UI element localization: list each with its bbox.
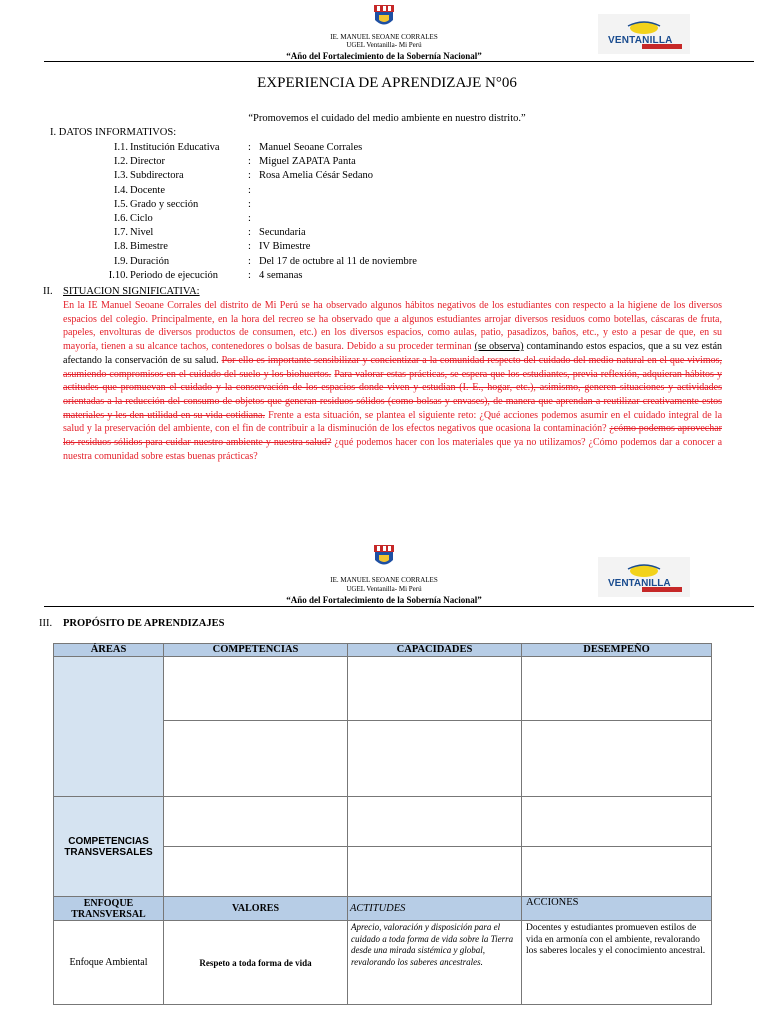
logo-text: VENTANILLA bbox=[608, 35, 673, 46]
info-row bbox=[96, 141, 363, 154]
acciones-header: ACCIONES bbox=[522, 897, 712, 921]
crest-shield-icon bbox=[373, 545, 395, 569]
info-colon: : bbox=[248, 198, 251, 210]
table-row bbox=[54, 657, 712, 721]
info-colon: : bbox=[248, 170, 251, 182]
header-rule bbox=[44, 61, 754, 62]
info-row bbox=[96, 198, 251, 211]
col-header-desempeno: DESEMPEÑO bbox=[522, 644, 712, 657]
proposito-table bbox=[53, 643, 712, 1005]
table-header-row bbox=[54, 644, 712, 657]
crest-shield-icon bbox=[373, 5, 395, 29]
info-number: I.4. bbox=[114, 184, 128, 196]
info-label: Bimestre bbox=[130, 241, 168, 253]
info-value: Secundaria bbox=[259, 227, 306, 239]
competencias-transversales-label: COMPETENCIAS TRANSVERSALES bbox=[54, 797, 164, 897]
table-row bbox=[54, 797, 712, 847]
info-number: I.10. bbox=[108, 269, 128, 281]
table-cell bbox=[164, 721, 348, 797]
situacion-strike-2: Para valorar estas prácticas, se espera que los estudiantes, previa reflexión, adquieran hábitos y actitudes que promuevan el cuidado y la conservación de los espacios donde viven y estudian (I. E., hogar, etc.), asimismo, generen situaciones y actividades orientadas a la reducción del consumo de objetos que generan residuos sólidos (como bolsas y envases), de manera que aprendan a reutilizar creativamente estos materiales y les den utilidad en su vida cotidiana. bbox=[63, 368, 723, 421]
enfoque-header-row bbox=[54, 897, 712, 921]
info-label: Nivel bbox=[130, 227, 154, 239]
situacion-paragraph bbox=[63, 299, 722, 463]
info-label: Grado y sección bbox=[130, 198, 199, 210]
enfoque-ambiental: Enfoque Ambiental bbox=[54, 921, 164, 1005]
table-cell bbox=[348, 721, 522, 797]
info-colon: : bbox=[248, 184, 251, 196]
info-row bbox=[96, 269, 303, 282]
area-cell bbox=[54, 657, 164, 797]
situacion-text-2: Frente a esta situación, se plantea el siguiente reto: ¿Qué acciones podemos asumir en el cuidado integral de la salud y la preservación del ambiente, con el fin de contribuir a la disminución de los efectos negativos que ocasiona la contaminación? bbox=[63, 409, 723, 435]
info-colon: : bbox=[248, 142, 251, 153]
section-situacion-num: II. bbox=[43, 286, 53, 297]
info-number: I.1. bbox=[114, 142, 128, 153]
info-label: Institución Educativa bbox=[130, 142, 220, 153]
info-row bbox=[96, 255, 417, 268]
info-colon: : bbox=[248, 241, 251, 253]
header-rule-2 bbox=[44, 606, 754, 607]
info-number: I.3. bbox=[114, 170, 128, 182]
table-cell bbox=[522, 657, 712, 721]
situacion-text-1: En la IE Manuel Seoane Corrales del distrito de Mi Perú se ha observado algunos hábitos negativos de los estudiantes con respecto a la higiene de los diversos espacios del colegio. Principalmente, en la hora del recreo se ha observado que a algunos estudiantes arrojar diversos residuos como botellas, cáscaras de fruta, papeles, envolturas de diversos productos de consumen, etc.) en los diversos espacios, como aulas, patio, pasadizos, baños, etc., y esto a pesar de que, en su mayoría, tienen a su alcance tachos, contenedores o bolsas de basura. Debido a su proceder terminan bbox=[63, 300, 722, 353]
info-row bbox=[96, 212, 251, 225]
situacion-text-3: ¿qué podemos hacer con los materiales que ya no utilizamos? ¿Cómo podemos dar a conocer a nuestra comunidad sobre estas buenas prácticas? bbox=[63, 437, 723, 462]
logo-text-2: VENTANILLA bbox=[608, 578, 671, 589]
info-number: I.9. bbox=[114, 255, 128, 267]
school-name: IE. MANUEL SEOANE CORRALES bbox=[330, 33, 438, 41]
col-header-competencias: COMPETENCIAS bbox=[164, 644, 348, 657]
year-motto-2: “Año del Fortalecimiento de la Sobernía Nacional” bbox=[286, 595, 482, 605]
info-label: Periodo de ejecución bbox=[130, 269, 219, 281]
info-row bbox=[96, 240, 311, 253]
year-motto: “Año del Fortalecimiento de la Sobernía Nacional” bbox=[286, 51, 482, 61]
table-cell bbox=[164, 847, 348, 897]
page-subtitle: “Promovemos el cuidado del medio ambiente en nuestro distrito.” bbox=[248, 113, 526, 124]
info-number: I.6. bbox=[114, 213, 128, 224]
info-value: Miguel ZAPATA Panta bbox=[259, 156, 356, 168]
info-number: I.5. bbox=[114, 198, 128, 210]
valor-respeto: Respeto a toda forma de vida bbox=[164, 921, 348, 1005]
ugel-ventanilla-logo-2 bbox=[598, 557, 688, 597]
info-number: I.7. bbox=[114, 227, 128, 239]
info-value: 4 semanas bbox=[259, 269, 303, 281]
section-datos-heading: I. DATOS INFORMATIVOS: bbox=[50, 127, 177, 138]
school-name-2: IE. MANUEL SEOANE CORRALES bbox=[330, 576, 438, 584]
valores-header: VALORES bbox=[164, 897, 348, 921]
actitud-text: Aprecio, valoración y disposición para el cuidado a toda forma de vida sobre la Tierra desde una mirada sistémica y global, revalorando los saberes ancestrales. bbox=[348, 921, 522, 1005]
table-cell bbox=[348, 797, 522, 847]
situacion-strike-1: Por ello es importante sensibilizar y concientizar a la comunidad respecto del cuidado del medio natural en el que vivimos, asumiendo compromisos en el cuidado del suelo y los biohuertos. bbox=[63, 354, 722, 380]
info-colon: : bbox=[248, 269, 251, 281]
info-label: Duración bbox=[130, 255, 170, 267]
section-proposito-heading: PROPÓSITO DE APRENDIZAJES bbox=[63, 618, 225, 629]
info-colon: : bbox=[248, 227, 251, 239]
table-cell bbox=[348, 657, 522, 721]
info-label: Director bbox=[130, 156, 165, 168]
info-row bbox=[96, 184, 251, 197]
col-header-areas: ÁREAS bbox=[54, 644, 164, 657]
ugel-ventanilla-logo bbox=[598, 14, 688, 54]
info-number: I.8. bbox=[114, 241, 128, 253]
table-cell bbox=[522, 797, 712, 847]
col-header-capacidades: CAPACIDADES bbox=[348, 644, 522, 657]
ugel-name-2: UGEL Ventanilla- Mi Perú bbox=[346, 585, 422, 593]
situacion-note: (se observa) bbox=[474, 341, 524, 353]
table-cell bbox=[164, 797, 348, 847]
situacion-strike-3: ¿cómo podemos aprovechar los residuos sólidos para cuidar nuestro ambiente y nuestra salud? bbox=[63, 423, 722, 449]
info-row bbox=[96, 226, 306, 239]
info-colon: : bbox=[248, 213, 251, 224]
situacion-text-1b: contaminando estos espacios, que a su vez están afectando la conservación de su salud. bbox=[63, 341, 723, 366]
info-label: Subdirectora bbox=[130, 170, 184, 182]
school-crest-2 bbox=[373, 545, 395, 574]
section-proposito-num: III. bbox=[39, 618, 53, 629]
info-label: Docente bbox=[130, 184, 165, 196]
enfoque-row bbox=[54, 921, 712, 1005]
table-cell bbox=[164, 657, 348, 721]
ugel-name: UGEL Ventanilla- Mi Perú bbox=[346, 41, 422, 49]
table-cell bbox=[348, 847, 522, 897]
enfoque-header: ENFOQUE TRANSVERSAL bbox=[54, 897, 164, 921]
info-value: Del 17 de octubre al 11 de noviembre bbox=[259, 255, 417, 267]
info-row bbox=[96, 155, 356, 168]
info-value: Manuel Seoane Corrales bbox=[259, 142, 363, 153]
section-situacion-heading: SITUACION SIGNIFICATIVA: bbox=[63, 286, 200, 297]
info-colon: : bbox=[248, 156, 251, 168]
school-crest bbox=[373, 5, 395, 34]
accion-text: Docentes y estudiantes promueven estilos de vida en armonía con el ambiente, revalorando los saberes locales y el conocimiento ancestral. bbox=[522, 921, 712, 1005]
info-colon: : bbox=[248, 255, 251, 267]
info-label: Ciclo bbox=[130, 213, 153, 224]
table-cell bbox=[522, 847, 712, 897]
actitudes-header: ACTITUDES bbox=[348, 897, 522, 921]
info-value: Rosa Amelia Césár Sedano bbox=[259, 170, 374, 182]
info-value: IV Bimestre bbox=[259, 241, 311, 253]
page-title: EXPERIENCIA DE APRENDIZAJE N°06 bbox=[257, 75, 517, 91]
table-cell bbox=[522, 721, 712, 797]
info-number: I.2. bbox=[114, 156, 128, 168]
info-row bbox=[96, 169, 374, 182]
